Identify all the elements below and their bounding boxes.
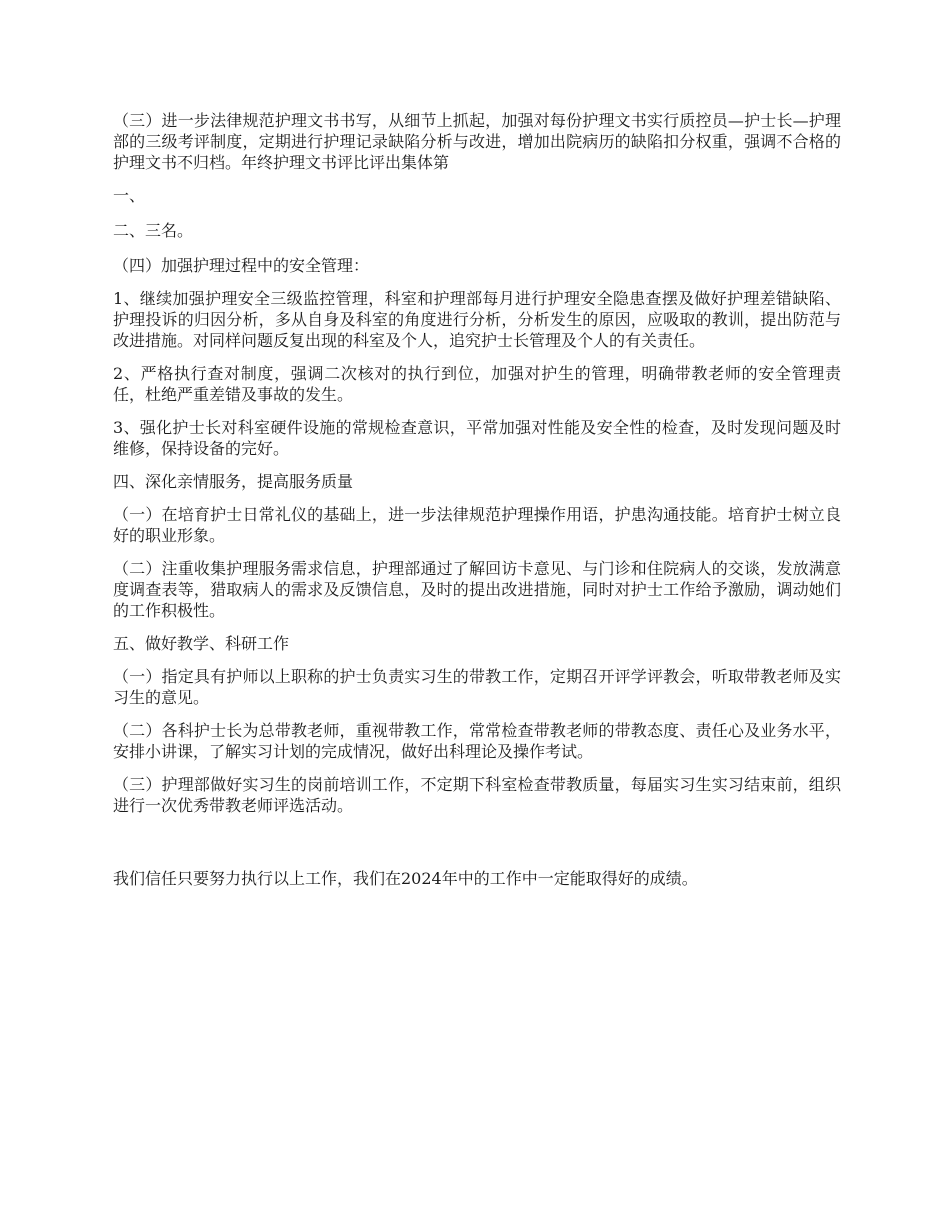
paragraph-teaching-2: （二）各科护士长为总带教老师，重视带教工作，常常检查带教老师的带教态度、责任心及业务水平，安排小讲课，了解实习计划的完成情况，做好出科理论及操作考试。 [113, 721, 841, 761]
paragraph-service-2: （二）注重收集护理服务需求信息，护理部通过了解回访卡意见、与门诊和住院病人的交谈，发放满意度调查表等，猎取病人的需求及反馈信息，及时的提出改进措施，同时对护士工作给予激励，调动她们的工作积极性。 [113, 559, 841, 620]
section-heading-teaching: 五、做好教学、科研工作 [113, 634, 290, 653]
paragraph-first: 一、 [113, 186, 146, 205]
paragraph-service-1: （一）在培育护士日常礼仪的基础上，进一步法律规范护理操作用语，护患沟通技能。培育护士树立良好的职业形象。 [113, 505, 841, 545]
paragraph-second-third: 二、三名。 [113, 221, 194, 240]
paragraph-closing: 我们信任只要努力执行以上工作，我们在2024年中的工作中一定能取得好的成绩。 [113, 869, 698, 888]
paragraph-teaching-3: （三）护理部做好实习生的岗前培训工作，不定期下科室检查带教质量，每届实习生实习结束前，组织进行一次优秀带教老师评选活动。 [113, 775, 841, 815]
paragraph-safety-1: 1、继续加强护理安全三级监控管理，科室和护理部每月进行护理安全隐患查摆及做好护理差错缺陷、护理投诉的归因分析，多从自身及科室的角度进行分析，分析发生的原因，应吸取的教训，提出防范与改进措施。对同样问题反复出现的科室及个人，追究护士长管理及个人的有关责任。 [113, 289, 841, 350]
section-heading-service: 四、深化亲情服务，提高服务质量 [113, 472, 354, 491]
document-body [113, 110, 841, 901]
paragraph-safety-3: 3、强化护士长对科室硬件设施的常规检查意识，平常加强对性能及安全性的检查，及时发现问题及时维修，保持设备的完好。 [113, 418, 841, 458]
paragraph-record-writing: （三）进一步法律规范护理文书书写，从细节上抓起，加强对每份护理文书实行质控员—护士长—护理部的三级考评制度，定期进行护理记录缺陷分析与改进，增加出院病历的缺陷扣分权重，强调不合格的护理文书不归档。年终护理文书评比评出集体第 [113, 111, 841, 172]
section-heading-safety: （四）加强护理过程中的安全管理： [113, 256, 370, 275]
paragraph-teaching-1: （一）指定具有护师以上职称的护士负责实习生的带教工作，定期召开评学评教会，听取带教老师及实习生的意见。 [113, 667, 841, 707]
paragraph-safety-2: 2、严格执行查对制度，强调二次核对的执行到位，加强对护生的管理，明确带教老师的安全管理责任，杜绝严重差错及事故的发生。 [113, 364, 841, 404]
